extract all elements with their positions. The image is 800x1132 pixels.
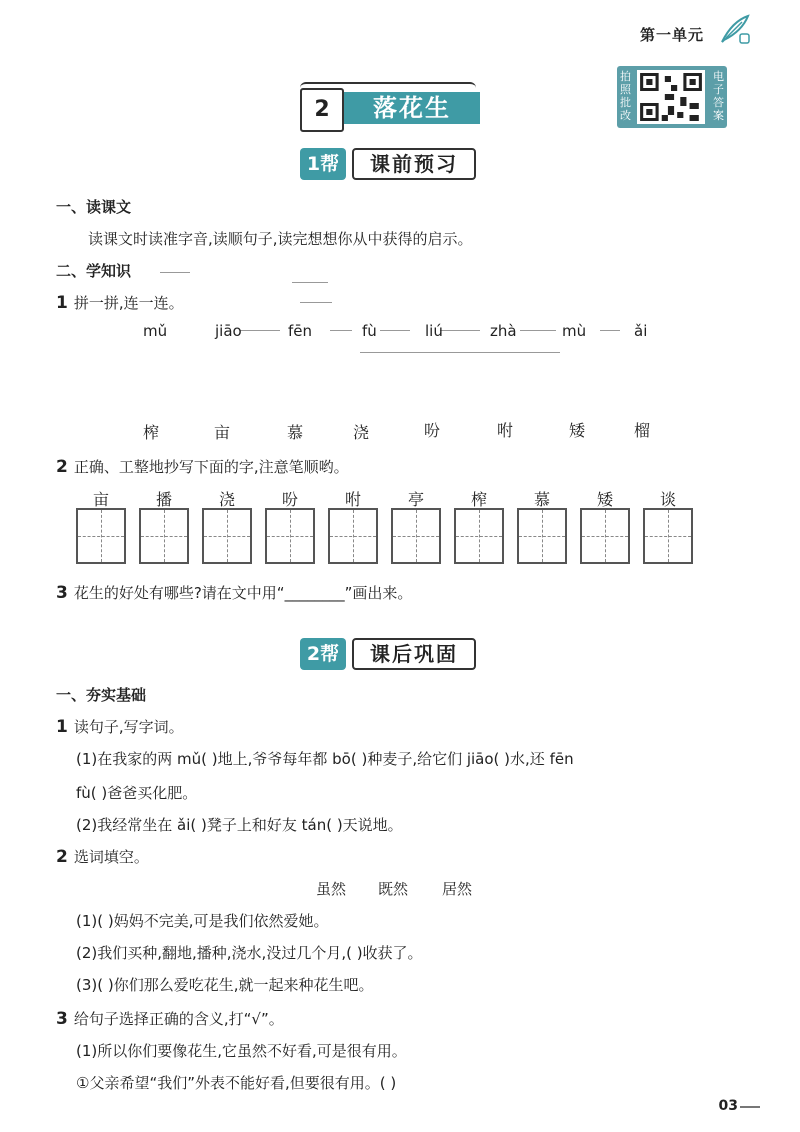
writing-grid[interactable]	[454, 508, 504, 564]
pinyin-6: zhà	[490, 322, 517, 340]
grid-char-6: 亭	[407, 490, 424, 509]
grid-char-2: 播	[155, 490, 172, 509]
q1-pinyin-match	[56, 292, 184, 313]
q1-number: 1	[56, 293, 68, 313]
page-number: 03	[718, 1098, 738, 1114]
grid-char-3: 浇	[218, 490, 235, 509]
pinyin-7: mù	[562, 322, 587, 340]
qr-right-label: 电子答案	[713, 70, 724, 122]
qr-panel[interactable]	[617, 66, 727, 128]
writing-grid[interactable]	[580, 508, 630, 564]
p2-q2-title	[56, 846, 149, 867]
q3-peanut-benefits	[56, 582, 412, 603]
pinyin-4: fù	[362, 322, 377, 340]
q3-text: 花生的好处有哪些?请在文中用“________”画出来。	[73, 584, 413, 602]
lesson-number: 2	[300, 88, 344, 132]
char-8: 榴	[634, 421, 651, 440]
p2-q3-s1: (1)所以你们要像花生,它虽然不好看,可是很有用。	[76, 1042, 407, 1060]
p2-q1-line3: (2)我经常坐在 ǎi( )凳子上和好友 tán( )天说地。	[76, 816, 403, 834]
grid-char-10: 谈	[659, 490, 676, 509]
feather-pen-icon	[718, 12, 752, 46]
p2-q2-s1: (1)( )妈妈不完美,可是我们依然爱她。	[76, 912, 329, 930]
option-2: 既然	[378, 880, 409, 898]
p2-q1-text: 读句子,写字词。	[73, 718, 184, 736]
part1-header	[300, 148, 480, 180]
q2-number: 2	[56, 457, 68, 477]
qr-code-icon	[637, 70, 705, 124]
p2-q1-title	[56, 716, 184, 737]
part2-label: 课后巩固	[352, 638, 476, 670]
p2-q2-s3: (3)( )你们那么爱吃花生,就一起来种花生吧。	[76, 976, 374, 994]
writing-grid[interactable]	[391, 508, 441, 564]
char-5: 吩	[424, 421, 441, 440]
q1-text: 拼一拼,连一连。	[73, 294, 184, 312]
p2-q1-line1: (1)在我家的两 mǔ( )地上,爷爷每年都 bō( )种麦子,给它们 jiāo( )水,还 fēn	[76, 750, 574, 768]
writing-grid[interactable]	[643, 508, 693, 564]
lesson-title-banner	[296, 88, 484, 130]
p2-q2-s2: (2)我们买种,翻地,播种,浇水,没过几个月,( )收获了。	[76, 944, 423, 962]
pinyin-5: liú	[425, 322, 443, 340]
p2-q3-title	[56, 1008, 284, 1029]
p2-q1-number: 1	[56, 717, 68, 737]
grid-char-4: 吩	[281, 490, 298, 509]
char-3: 慕	[287, 423, 304, 442]
pinyin-3: fēn	[288, 322, 313, 340]
writing-grid[interactable]	[139, 508, 189, 564]
section-basics: 一、夯实基础	[56, 686, 147, 704]
grid-char-9: 矮	[596, 490, 613, 509]
section-read-text: 一、读课文	[56, 198, 132, 216]
grid-char-8: 慕	[533, 490, 550, 509]
char-7: 矮	[569, 421, 586, 440]
qr-left-label: 拍照批改	[620, 70, 631, 122]
writing-grid[interactable]	[328, 508, 378, 564]
section-learn: 二、学知识	[56, 262, 132, 280]
char-2: 亩	[214, 423, 231, 442]
part2-tag: 2帮	[300, 638, 346, 670]
lesson-title: 落花生	[344, 92, 480, 124]
writing-grid[interactable]	[265, 508, 315, 564]
grid-char-5: 咐	[344, 490, 361, 509]
grid-char-7: 榨	[470, 490, 487, 509]
writing-grid[interactable]	[202, 508, 252, 564]
part2-header	[300, 638, 480, 670]
pinyin-2: jiāo	[215, 322, 242, 340]
grid-char-1: 亩	[92, 490, 109, 509]
char-1: 榨	[143, 423, 160, 442]
q3-number: 3	[56, 583, 68, 603]
p2-q1-line2: fù( )爸爸买化肥。	[76, 784, 198, 802]
pinyin-8: ǎi	[634, 322, 648, 340]
p2-q2-number: 2	[56, 847, 68, 867]
char-6: 咐	[497, 421, 514, 440]
pinyin-1: mǔ	[143, 322, 168, 340]
p2-q3-number: 3	[56, 1009, 68, 1029]
page-number-dash	[740, 1106, 760, 1108]
q2-text: 正确、工整地抄写下面的字,注意笔顺哟。	[73, 458, 349, 476]
p2-q3-option1: ①父亲希望“我们”外表不能好看,但要很有用。( )	[76, 1074, 397, 1092]
option-3: 居然	[442, 880, 473, 898]
writing-grid[interactable]	[517, 508, 567, 564]
option-1: 虽然	[316, 880, 347, 898]
char-4: 浇	[353, 423, 370, 442]
unit-label: 第一单元	[639, 26, 704, 44]
q2-copy-chars	[56, 456, 349, 477]
p2-q2-text: 选词填空。	[73, 848, 149, 866]
p2-q3-text: 给句子选择正确的含义,打“√”。	[73, 1010, 284, 1028]
part1-tag: 1帮	[300, 148, 346, 180]
part1-label: 课前预习	[352, 148, 476, 180]
read-text-instruction: 读课文时读准字音,读顺句子,读完想想你从中获得的启示。	[88, 230, 473, 248]
writing-grid[interactable]	[76, 508, 126, 564]
